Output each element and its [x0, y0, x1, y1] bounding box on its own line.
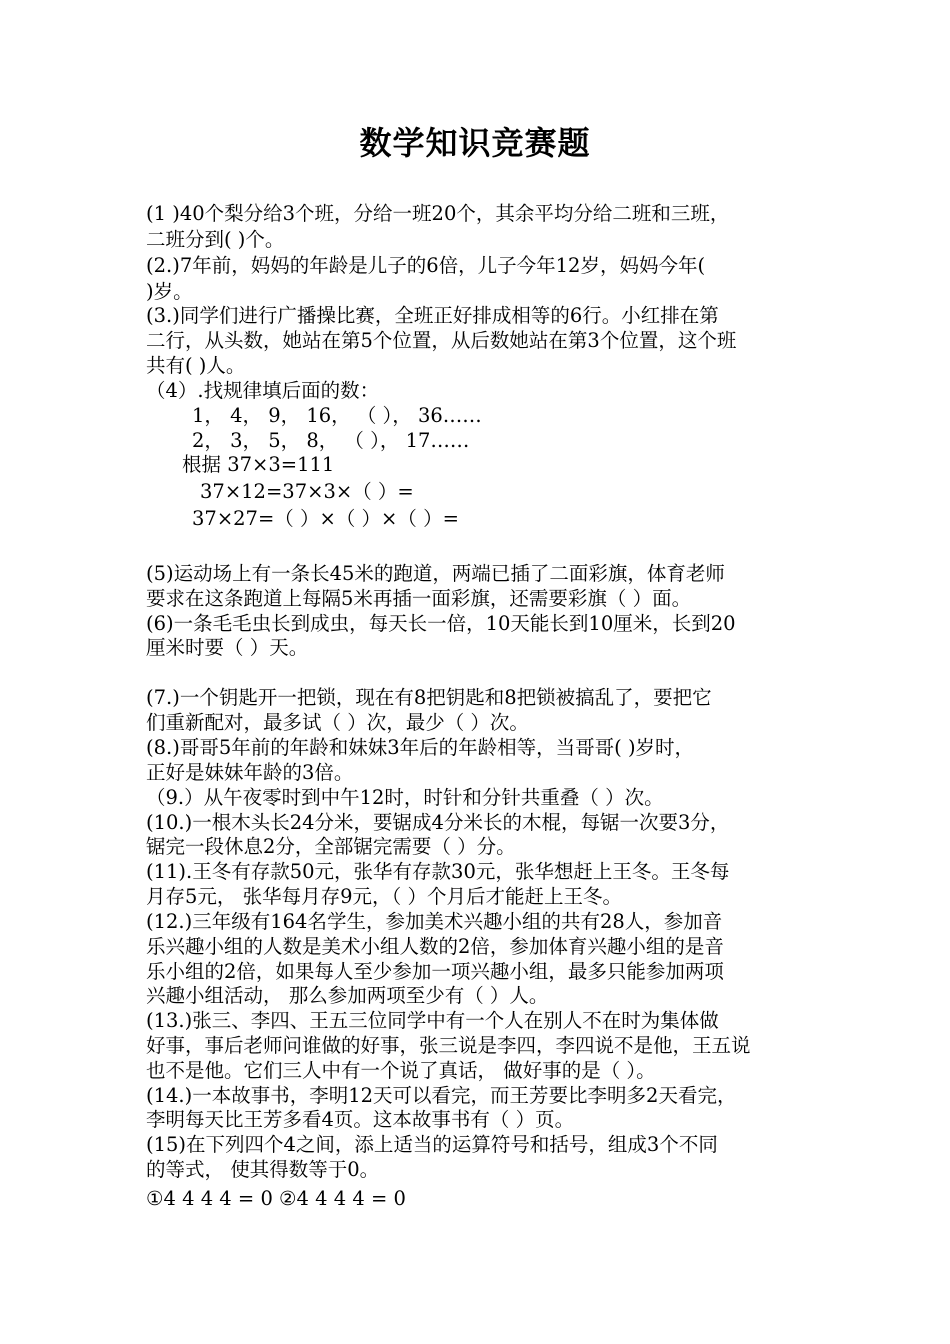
question-3-line-3: 共有( )人。	[146, 354, 246, 377]
question-3-line-2: 二行，从头数，她站在第5个位置，从后数她站在第3个位置，这个班	[146, 329, 737, 352]
question-13-line-2: 好事，事后老师问谁做的好事，张三说是李四，李四说不是他，王五说	[146, 1034, 751, 1057]
question-14-line-1: (14.)一本故事书，李明12天可以看完，而王芳要比李明多2天看完，	[146, 1084, 737, 1107]
question-13-line-1: (13.)张三、李四、王五三位同学中有一个人在别人不在时为集体做	[146, 1009, 719, 1032]
question-4-equation-2: 37×27=（ ）×（ ）×（ ）=	[192, 507, 459, 530]
question-10-line-2: 锯完一段休息2分，全部锯完需要（ ）分。	[146, 835, 516, 858]
question-12-line-4: 兴趣小组活动， 那么参加两项至少有（ ）人。	[146, 984, 549, 1007]
question-1-line-1: (1 )40个梨分给3个班，分给一班20个，其余平均分给二班和三班，	[146, 202, 730, 225]
question-4-equation-1: 37×12=37×3×（ ）=	[200, 480, 414, 503]
question-4-heading: （4）.找规律填后面的数：	[146, 379, 380, 402]
question-3-line-1: (3.)同学们进行广播操比赛，全班正好排成相等的6行。小红排在第	[146, 304, 719, 327]
question-12-line-3: 乐小组的2倍，如果每人至少参加一项兴趣小组，最多只能参加两项	[146, 960, 724, 983]
question-4-sequence-1: 1， 4， 9， 16， （ ）， 36……	[192, 404, 482, 427]
page-title: 数学知识竞赛题	[359, 124, 591, 162]
question-15-equations: ①4 4 4 4 = 0 ②4 4 4 4 = 0	[146, 1187, 406, 1210]
question-2-line-1: (2.)7年前，妈妈的年龄是儿子的6倍，儿子今年12岁，妈妈今年(	[146, 254, 706, 277]
question-1-line-2: 二班分到( )个。	[146, 228, 285, 251]
question-6-line-1: (6)一条毛毛虫长到成虫，每天长一倍，10天能长到10厘米，长到20	[146, 612, 736, 635]
question-10-line-1: (10.)一根木头长24分米，要锯成4分米长的木棍，每锯一次要3分，	[146, 811, 730, 834]
question-15-line-2: 的等式， 使其得数等于0。	[146, 1158, 380, 1181]
question-4-sequence-2: 2， 3， 5， 8， （ ）， 17……	[192, 429, 470, 452]
question-14-line-2: 李明每天比王芳多看4页。这本故事书有（ ）页。	[146, 1108, 575, 1131]
question-7-line-1: (7.)一个钥匙开一把锁，现在有8把钥匙和8把锁被搞乱了，要把它	[146, 686, 712, 709]
question-13-line-3: 也不是他。它们三人中有一个说了真话， 做好事的是（ ）。	[146, 1059, 656, 1082]
question-8-line-2: 正好是妹妹年龄的3倍。	[146, 761, 354, 784]
question-11-line-2: 月存5元， 张华每月存9元，（ ）个月后才能赶上王冬。	[146, 885, 622, 908]
question-11-line-1: (11).王冬有存款50元，张华有存款30元，张华想赶上王冬。王冬每	[146, 860, 730, 883]
question-12-line-2: 乐兴趣小组的人数是美术小组人数的2倍，参加体育兴趣小组的是音	[146, 935, 724, 958]
question-9-line-1: （9.）从午夜零时到中午12时，时针和分针共重叠（ ）次。	[146, 786, 664, 809]
question-2-line-2: )岁。	[146, 280, 193, 303]
question-7-line-2: 们重新配对，最多试（ ）次，最少（ ）次。	[146, 711, 529, 734]
question-4-given: 根据 37×3=111	[182, 453, 335, 476]
question-6-line-2: 厘米时要（ ）天。	[146, 636, 309, 659]
question-8-line-1: (8.)哥哥5年前的年龄和妹妹3年后的年龄相等，当哥哥( )岁时，	[146, 736, 695, 759]
question-15-line-1: (15)在下列四个4之间，添上适当的运算符号和括号，组成3个不同	[146, 1133, 718, 1156]
question-5-line-2: 要求在这条跑道上每隔5米再插一面彩旗，还需要彩旗（ ）面。	[146, 587, 692, 610]
question-5-line-1: (5)运动场上有一条长45米的跑道，两端已插了二面彩旗，体育老师	[146, 562, 725, 585]
question-12-line-1: (12.)三年级有164名学生，参加美术兴趣小组的共有28人，参加音	[146, 910, 723, 933]
